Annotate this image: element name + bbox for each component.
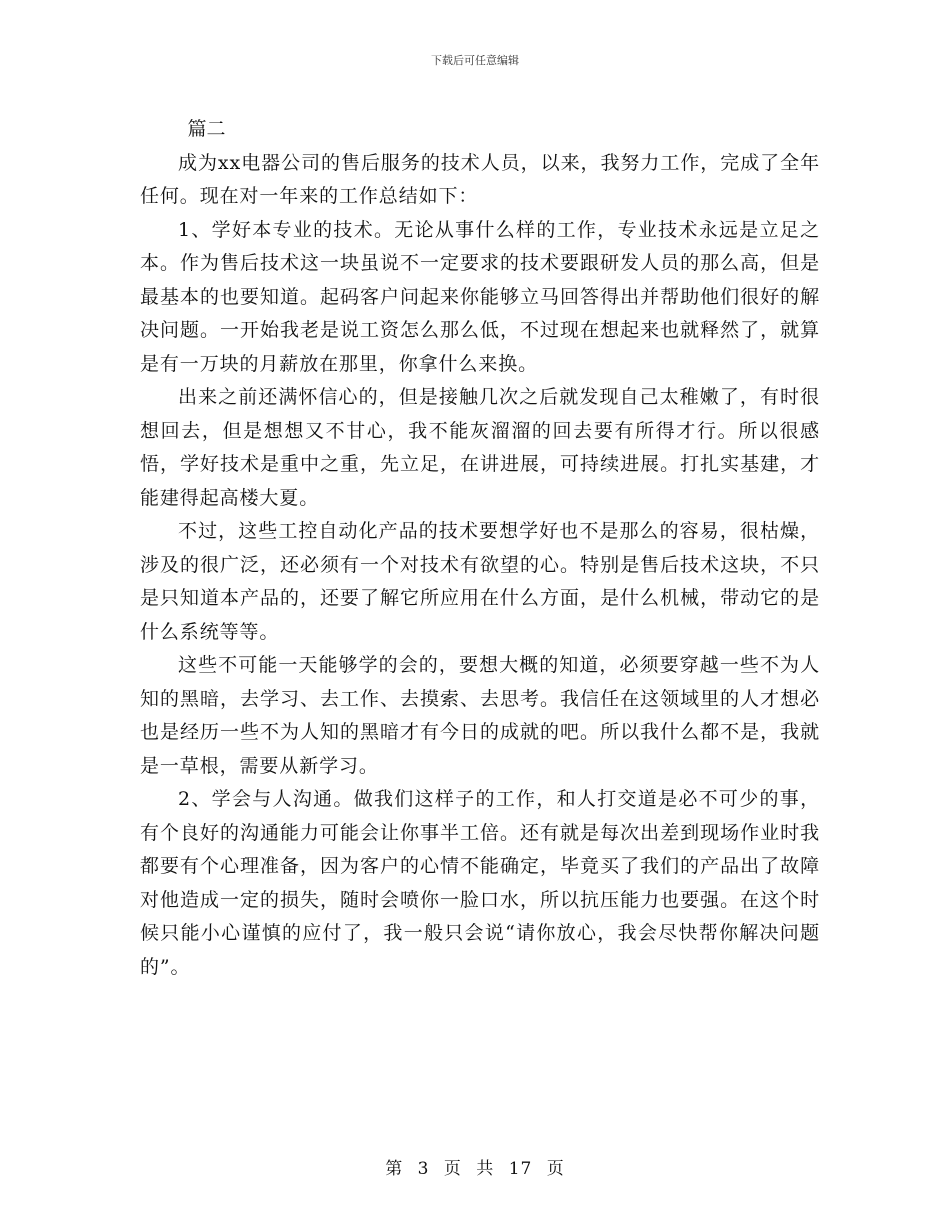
- paragraph-automation: 不过，这些工控自动化产品的技术要想学好也不是那么的容易，很枯燥，涉及的很广泛，还必须有一个对技术有欲望的心。特别是售后技术这块，不只是只知道本产品的，还要了解它所应用在什么方面，是什么机械，带动它的是什么系统等等。: [140, 520, 820, 643]
- document-body: [140, 113, 820, 984]
- footer-prefix: 第: [385, 1159, 404, 1179]
- footer-total-word: 共: [476, 1159, 495, 1179]
- page-header-note: 下载后可任意编辑: [431, 54, 519, 67]
- section-title: 篇二: [187, 118, 226, 140]
- footer-total-pages: 17: [508, 1159, 533, 1179]
- page-footer: [0, 1154, 950, 1179]
- paragraph-intro: 成为xx电器公司的售后服务的技术人员，以来，我努力工作，完成了全年任何。现在对一年来的工作总结如下：: [140, 151, 820, 207]
- footer-page-number: 3: [417, 1159, 430, 1179]
- footer-page-word: 页: [443, 1159, 462, 1179]
- footer-suffix: 页: [546, 1159, 565, 1179]
- paragraph-point-1: 1、学好本专业的技术。无论从事什么样的工作，专业技术永远是立足之本。作为售后技术这一块虽说不一定要求的技术要跟研发人员的那么高，但是最基本的也要知道。起码客户问起来你能够立马回答得出并帮助他们很好的解决问题。一开始我老是说工资怎么那么低，不过现在想起来也就释然了，就算是有一万块的月薪放在那里，你拿什么来换。: [140, 218, 820, 375]
- paragraph-confidence: 出来之前还满怀信心的，但是接触几次之后就发现自己太稚嫩了，有时很想回去，但是想想又不甘心，我不能灰溜溜的回去要有所得才行。所以很感悟，学好技术是重中之重，先立足，在讲进展，可持续进展。打扎实基建，才能建得起高楼大夏。: [140, 386, 820, 509]
- paragraph-point-2: 2、学会与人沟通。做我们这样子的工作，和人打交道是必不可少的事，有个良好的沟通能力可能会让你事半工倍。还有就是每次出差到现场作业时我都要有个心理准备，因为客户的心情不能确定，毕竟买了我们的产品出了故障对他造成一定的损失，随时会喷你一脸口水，所以抗压能力也要强。在这个时候只能小心谨慎的应付了，我一般只会说“请你放心，我会尽快帮你解决问题的”。: [140, 788, 820, 978]
- paragraph-learning: 这些不可能一天能够学的会的，要想大概的知道，必须要穿越一些不为人知的黑暗，去学习、去工作、去摸索、去思考。我信任在这领域里的人才想必也是经历一些不为人知的黑暗才有今日的成就的吧。所以我什么都不是，我就是一草根，需要从新学习。: [140, 654, 820, 777]
